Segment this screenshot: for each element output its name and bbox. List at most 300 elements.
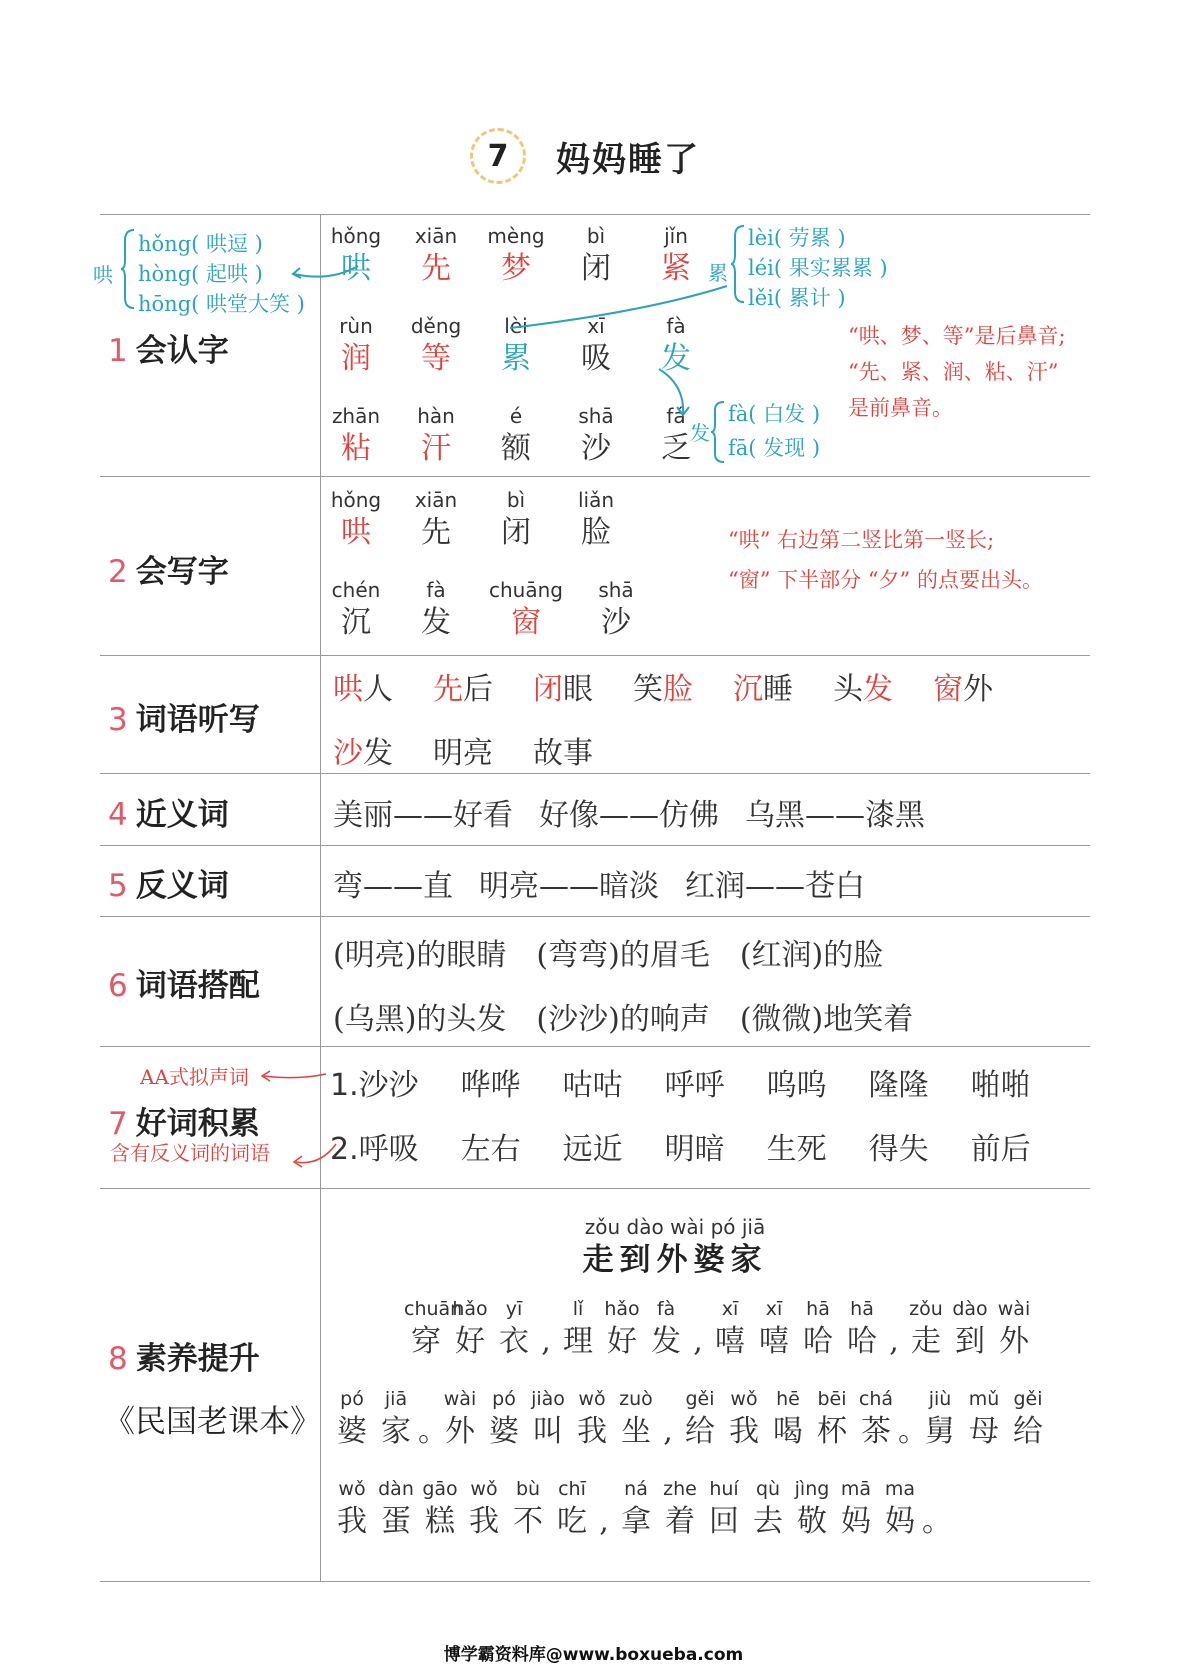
poem-char — [536, 1296, 556, 1362]
word-part: 后 — [463, 672, 493, 707]
poem-hanzi: 给 — [1013, 1414, 1043, 1449]
char-cell — [476, 403, 556, 469]
char-pinyin: fà — [666, 314, 686, 338]
poem-title-pinyin: zǒu dào wài pó jiā — [584, 1215, 766, 1239]
poem-pinyin: chuān — [404, 1298, 463, 1320]
word-item: 红润——苍白 — [685, 869, 865, 904]
polyphone-hong-brace — [120, 228, 138, 310]
poem-pinyin: wǒ — [730, 1388, 758, 1410]
char-pinyin: fà — [426, 578, 446, 602]
poem-hanzi: 蛋 — [381, 1504, 411, 1539]
good-word: 前后 — [970, 1132, 1031, 1167]
poem-pinyin — [594, 1476, 614, 1502]
polyphone-lei-char: 累 — [708, 261, 728, 285]
row-divider — [100, 845, 1090, 846]
good-word: 啪啪 — [970, 1068, 1031, 1103]
word-item: 美丽——好看 — [333, 798, 513, 833]
char-pinyin: chén — [331, 578, 381, 602]
char-pinyin: bì — [506, 488, 526, 512]
poem-char — [418, 1386, 448, 1452]
note-line: “哄” 右边第二竖比第一竖长; — [728, 528, 995, 552]
char-hanzi: 先 — [421, 251, 451, 286]
poem-hanzi: 母 — [969, 1414, 999, 1449]
poem-hanzi: 杯 — [817, 1414, 847, 1449]
lesson-header — [470, 126, 700, 186]
row-divider — [100, 655, 1090, 656]
poem-hanzi: 坐 — [621, 1414, 651, 1449]
poem-hanzi: , — [693, 1324, 703, 1359]
poem-pinyin: wài — [997, 1298, 1031, 1320]
poem-pinyin: chī — [558, 1478, 586, 1500]
poem-pinyin: mā — [840, 1478, 872, 1500]
poem-char — [658, 1476, 702, 1542]
char-pinyin: hàn — [417, 404, 455, 428]
poem-hanzi: 给 — [685, 1414, 715, 1449]
poem-hanzi: 外 — [999, 1324, 1029, 1359]
poem-char — [438, 1386, 482, 1452]
poem-char — [404, 1296, 463, 1362]
poem-char — [556, 1296, 600, 1362]
poem-hanzi: 回 — [709, 1504, 739, 1539]
poem-pinyin: wǒ — [338, 1478, 366, 1500]
poem-char — [448, 1296, 492, 1362]
char-pinyin: fá — [666, 404, 686, 428]
dictation-word — [333, 664, 393, 708]
poem-pinyin: huí — [709, 1478, 739, 1500]
poem-char — [600, 1296, 644, 1362]
poem-char — [834, 1476, 878, 1542]
poem-char — [918, 1386, 962, 1452]
poem-hanzi: 拿 — [621, 1504, 651, 1539]
poem-hanzi: 好 — [455, 1324, 485, 1359]
poem-hanzi: 哈 — [847, 1324, 877, 1359]
poem-hanzi: , — [541, 1324, 551, 1359]
poem-pinyin: jiù — [928, 1388, 952, 1410]
char-pinyin: hǒng — [330, 224, 382, 248]
poem-pinyin: fà — [656, 1298, 676, 1320]
poem-char — [878, 1476, 922, 1542]
char-cell — [556, 403, 636, 469]
poem-hanzi: 衣 — [499, 1324, 529, 1359]
poem-pinyin: gāo — [422, 1478, 458, 1500]
poem-char — [688, 1296, 708, 1362]
dictation-word — [533, 664, 593, 708]
char-pinyin: jǐn — [664, 224, 688, 248]
section-label-antonyms: 5 反义词 — [108, 868, 229, 904]
reading-item: lěi( 累计 ) — [748, 286, 846, 310]
lesson-number-badge — [470, 128, 526, 184]
word-part-red: 先 — [433, 672, 463, 707]
list-prefix: 2. — [330, 1132, 359, 1167]
poem-hanzi: 叫 — [533, 1414, 563, 1449]
char-hanzi: 紧 — [661, 251, 691, 286]
char-pinyin: děng — [410, 314, 462, 338]
dictation-word — [533, 728, 593, 772]
poem-pinyin: xī — [765, 1298, 783, 1320]
poem-pinyin — [536, 1296, 556, 1322]
dictation-word — [933, 664, 993, 708]
poem-pinyin — [898, 1386, 918, 1412]
char-pinyin: zhān — [331, 404, 381, 428]
poem-pinyin: hǎo — [452, 1298, 488, 1320]
synonyms-line — [333, 790, 951, 834]
char-pinyin: xī — [587, 314, 605, 338]
word-part-red: 脸 — [663, 672, 693, 707]
poem-hanzi: 婆 — [337, 1414, 367, 1449]
word-part: 外 — [963, 672, 993, 707]
poem-hanzi: 哈 — [803, 1324, 833, 1359]
char-hanzi: 发 — [661, 341, 691, 376]
reading-item: fà( 白发 ) — [728, 402, 821, 426]
word-part-red: 闭 — [533, 672, 563, 707]
poem-pinyin: hā — [806, 1298, 830, 1320]
poem-pinyin: bēi — [817, 1388, 847, 1410]
poem-hanzi: 好 — [607, 1324, 637, 1359]
reading-item: hǒng( 哄逗 ) — [138, 232, 263, 256]
row-divider — [100, 773, 1090, 774]
table-bottom-rule — [100, 1581, 1090, 1582]
good-word: 远近 — [562, 1132, 623, 1167]
good-word: 生死 — [766, 1132, 827, 1167]
poem-hanzi: 我 — [469, 1504, 499, 1539]
section-label-recognize: 1 会认字 — [108, 333, 229, 369]
dictation-word — [433, 728, 493, 772]
good-words-line-2 — [330, 1124, 1073, 1168]
poem-hanzi: 。 — [922, 1504, 952, 1539]
poem-hanzi: 糕 — [425, 1504, 455, 1539]
poem-hanzi: , — [889, 1324, 899, 1359]
reading-item: hòng( 起哄 ) — [138, 262, 263, 286]
poem-char — [374, 1476, 418, 1542]
poem-char — [708, 1296, 752, 1362]
char-pinyin: mèng — [487, 224, 545, 248]
poem-char — [492, 1296, 536, 1362]
reading-item: léi( 果实累累 ) — [748, 256, 888, 280]
poem-hanzi: , — [663, 1414, 673, 1449]
poem-pinyin: ma — [884, 1478, 916, 1500]
poem-char — [1006, 1386, 1050, 1452]
poem-pinyin — [658, 1386, 678, 1412]
poem-hanzi: 到 — [955, 1324, 985, 1359]
word-item: (微微)地笑着 — [739, 1002, 914, 1037]
char-cell — [396, 223, 476, 289]
poem-pinyin: zuò — [619, 1388, 653, 1410]
poem-char — [418, 1476, 462, 1542]
poem-hanzi: 走 — [911, 1324, 941, 1359]
poem-pinyin: chá — [858, 1388, 894, 1410]
poem-hanzi: 婆 — [489, 1414, 519, 1449]
poem-pinyin: gěi — [1013, 1388, 1043, 1410]
poem-hanzi: 舅 — [925, 1414, 955, 1449]
poem-char — [904, 1296, 948, 1362]
char-hanzi: 发 — [421, 605, 451, 640]
word-item: (弯弯)的眉毛 — [536, 938, 710, 973]
poem-char — [898, 1386, 928, 1452]
word-item: (红润)的脸 — [739, 938, 884, 973]
poem-char — [330, 1386, 374, 1452]
polyphone-lei-brace — [730, 224, 748, 304]
good-word: 咕咕 — [562, 1068, 623, 1103]
poem-hanzi: 穿 — [411, 1324, 441, 1359]
poem-hanzi: 嘻 — [759, 1324, 789, 1359]
row-divider — [100, 1188, 1090, 1189]
good-word: 沙沙 — [358, 1068, 419, 1103]
poem-pinyin: qù — [755, 1478, 781, 1500]
char-hanzi: 先 — [421, 515, 451, 550]
section-label-literacy: 8 素养提升 — [108, 1341, 260, 1377]
note-line: 是前鼻音。 — [848, 396, 953, 420]
poem-pinyin: zǒu — [909, 1298, 943, 1320]
poem-title-block — [540, 1214, 810, 1280]
char-cell — [556, 223, 636, 289]
section-label-dictation: 3 词语听写 — [108, 702, 260, 738]
word-part: 睡 — [763, 672, 793, 707]
note-line: “哄、梦、等”是后鼻音; — [848, 324, 1066, 348]
char-pinyin: lèi — [504, 314, 528, 338]
poem-hanzi: 理 — [563, 1324, 593, 1359]
poem-pinyin: yī — [505, 1298, 523, 1320]
char-cell — [556, 487, 636, 553]
good-word: 呼吸 — [358, 1132, 419, 1167]
dictation-line-1 — [333, 664, 1033, 708]
char-hanzi: 闭 — [581, 251, 611, 286]
row-divider — [100, 916, 1090, 917]
char-hanzi: 沙 — [601, 605, 631, 640]
char-hanzi: 梦 — [501, 251, 531, 286]
poem-char — [658, 1386, 678, 1452]
poem-char — [570, 1386, 614, 1452]
char-hanzi: 润 — [341, 341, 371, 376]
word-part: 明亮 — [433, 736, 493, 771]
char-hanzi: 哄 — [341, 251, 371, 286]
poem-hanzi: 我 — [577, 1414, 607, 1449]
poem-pinyin — [884, 1296, 904, 1322]
char-pinyin: shā — [598, 578, 634, 602]
char-pinyin: rùn — [339, 314, 373, 338]
section-label-synonyms: 4 近义词 — [108, 797, 229, 833]
poem-char — [766, 1386, 810, 1452]
word-item: (沙沙)的响声 — [536, 1002, 710, 1037]
good-words-line-1 — [330, 1060, 1073, 1104]
char-cell — [396, 313, 476, 379]
char-hanzi: 闭 — [501, 515, 531, 550]
char-pinyin: xiān — [414, 224, 458, 248]
good-word: 左右 — [460, 1132, 521, 1167]
section-label-collocation: 6 词语搭配 — [108, 968, 260, 1004]
word-part: 头 — [833, 672, 863, 707]
poem-pinyin: bù — [515, 1478, 541, 1500]
char-hanzi: 乏 — [661, 431, 691, 466]
poem-hanzi: 妈 — [885, 1504, 915, 1539]
reading-item: lèi( 劳累 ) — [748, 226, 846, 250]
char-hanzi: 沉 — [341, 605, 371, 640]
poem-char — [550, 1476, 594, 1542]
word-item: 明亮——暗淡 — [479, 869, 659, 904]
poem-hanzi: 茶 — [861, 1414, 891, 1449]
poem-char — [678, 1386, 722, 1452]
poem-pinyin: lǐ — [572, 1298, 584, 1320]
char-pinyin: bì — [586, 224, 606, 248]
poem-char — [840, 1296, 884, 1362]
poem-pinyin: jìng — [794, 1478, 830, 1500]
poem-pinyin — [418, 1386, 438, 1412]
word-item: 乌黑——漆黑 — [745, 798, 925, 833]
char-cell — [316, 313, 396, 379]
word-item: 好像——仿佛 — [539, 798, 719, 833]
section-label-good-words: 7 好词积累 — [108, 1106, 260, 1142]
poem-pinyin: ná — [624, 1478, 648, 1500]
poem-title: 走到外婆家 — [582, 1242, 768, 1278]
poem-pinyin: mǔ — [968, 1388, 1000, 1410]
arrow-to-hong — [290, 262, 360, 282]
char-cell — [486, 577, 566, 643]
poem-hanzi: 家 — [381, 1414, 411, 1449]
poem-hanzi: 敬 — [797, 1504, 827, 1539]
poem-pinyin — [688, 1296, 708, 1322]
poem-char — [594, 1476, 614, 1542]
poem-pinyin: wài — [443, 1388, 477, 1410]
list-prefix: 1. — [330, 1068, 359, 1103]
char-cell — [476, 487, 556, 553]
poem-hanzi: 不 — [513, 1504, 543, 1539]
poem-pinyin: jiào — [531, 1388, 565, 1410]
good-word: 呼呼 — [664, 1068, 725, 1103]
char-cell — [476, 223, 556, 289]
word-part: 发 — [363, 736, 393, 771]
word-part-red: 窗 — [933, 672, 963, 707]
char-hanzi: 汗 — [421, 431, 451, 466]
poem-char — [506, 1476, 550, 1542]
char-hanzi: 吸 — [581, 341, 611, 376]
poem-char — [922, 1476, 952, 1542]
poem-hanzi: 我 — [729, 1414, 759, 1449]
poem-hanzi: 妈 — [841, 1504, 871, 1539]
char-hanzi: 沙 — [581, 431, 611, 466]
char-hanzi: 脸 — [581, 515, 611, 550]
row-divider — [100, 1046, 1090, 1047]
footer-watermark: 博学霸资料库@www.boxueba.com — [443, 1645, 744, 1665]
char-hanzi: 哄 — [341, 515, 371, 550]
dictation-word — [433, 664, 493, 708]
note-line: “先、紧、润、粘、汗” — [848, 360, 1059, 384]
poem-pinyin — [922, 1476, 942, 1502]
word-part-red: 发 — [863, 672, 893, 707]
char-pinyin: xiān — [414, 488, 458, 512]
poem-char — [374, 1386, 418, 1452]
section-label-write: 2 会写字 — [108, 554, 229, 590]
poem-char — [722, 1386, 766, 1452]
onomatopoeia-arrow — [258, 1068, 328, 1088]
word-item: 弯——直 — [333, 869, 453, 904]
onomatopoeia-note: AA式拟声词 — [140, 1065, 249, 1089]
poem-char — [962, 1386, 1006, 1452]
dictation-word — [733, 664, 793, 708]
poem-pinyin: pó — [492, 1388, 516, 1410]
poem-char — [482, 1386, 526, 1452]
char-hanzi: 额 — [501, 431, 531, 466]
note-line: “窗” 下半部分 “夕” 的点要出头。 — [728, 568, 1043, 592]
poem-hanzi: 去 — [753, 1504, 783, 1539]
poem-char — [992, 1296, 1036, 1362]
poem-pinyin: gěi — [685, 1388, 715, 1410]
good-word: 明暗 — [664, 1132, 725, 1167]
poem-char — [746, 1476, 790, 1542]
poem-hanzi: 外 — [445, 1414, 475, 1449]
char-cell — [316, 577, 396, 643]
poem-pinyin: wǒ — [470, 1478, 498, 1500]
char-pinyin: chuāng — [489, 578, 563, 602]
word-part-red: 沙 — [333, 736, 363, 771]
polyphone-fa-brace — [710, 400, 728, 464]
poem-hanzi: 吃 — [557, 1504, 587, 1539]
char-pinyin: hǒng — [330, 488, 382, 512]
word-part-red: 沉 — [733, 672, 763, 707]
poem-pinyin: hā — [850, 1298, 874, 1320]
poem-char — [752, 1296, 796, 1362]
lesson-number: 7 — [487, 138, 509, 174]
old-textbook-label: 《民国老课本》 — [104, 1404, 321, 1440]
dictation-word — [333, 728, 393, 772]
word-part-red: 哄 — [333, 672, 363, 707]
word-part: 笑 — [633, 672, 663, 707]
poem-pinyin: zhe — [663, 1478, 697, 1500]
collocation-line-1 — [333, 930, 913, 974]
poem-hanzi: 发 — [651, 1324, 681, 1359]
char-cell — [396, 577, 476, 643]
dictation-word — [633, 664, 693, 708]
poem-pinyin: jiā — [384, 1388, 408, 1410]
poem-pinyin: hē — [776, 1388, 800, 1410]
good-word: 隆隆 — [868, 1068, 929, 1103]
char-hanzi: 粘 — [341, 431, 371, 466]
collocation-line-2 — [333, 994, 943, 1038]
poem-pinyin: dào — [952, 1298, 988, 1320]
poem-hanzi: 我 — [337, 1504, 367, 1539]
antonym-words-note: 含有反义词的词语 — [110, 1141, 270, 1165]
char-cell — [316, 403, 396, 469]
word-item: (明亮)的眼睛 — [333, 938, 507, 973]
dictation-line-2 — [333, 728, 633, 772]
char-cell — [396, 403, 476, 469]
poem-pinyin: hǎo — [604, 1298, 640, 1320]
poem-char — [462, 1476, 506, 1542]
poem-char — [702, 1476, 746, 1542]
arrow-lei-line — [505, 282, 730, 337]
dictation-word — [833, 664, 893, 708]
reading-item: fā( 发现 ) — [728, 436, 821, 460]
char-cell — [396, 487, 476, 553]
good-word: 呜呜 — [766, 1068, 827, 1103]
poem-hanzi: 着 — [665, 1504, 695, 1539]
word-part: 眼 — [563, 672, 593, 707]
char-hanzi: 累 — [501, 341, 531, 376]
char-cell — [636, 223, 716, 289]
char-hanzi: 等 — [421, 341, 451, 376]
polyphone-hong-char: 哄 — [93, 263, 113, 287]
poem-char — [884, 1296, 904, 1362]
word-item: (乌黑)的头发 — [333, 1002, 507, 1037]
char-pinyin: shā — [578, 404, 614, 428]
table-top-rule — [100, 214, 1090, 215]
poem-char — [526, 1386, 570, 1452]
poem-char — [854, 1386, 898, 1452]
poem-hanzi: 。 — [418, 1414, 448, 1449]
poem-char — [614, 1476, 658, 1542]
poem-char — [790, 1476, 834, 1542]
poem-hanzi: 。 — [898, 1414, 928, 1449]
poem-char — [644, 1296, 688, 1362]
poem-char — [796, 1296, 840, 1362]
